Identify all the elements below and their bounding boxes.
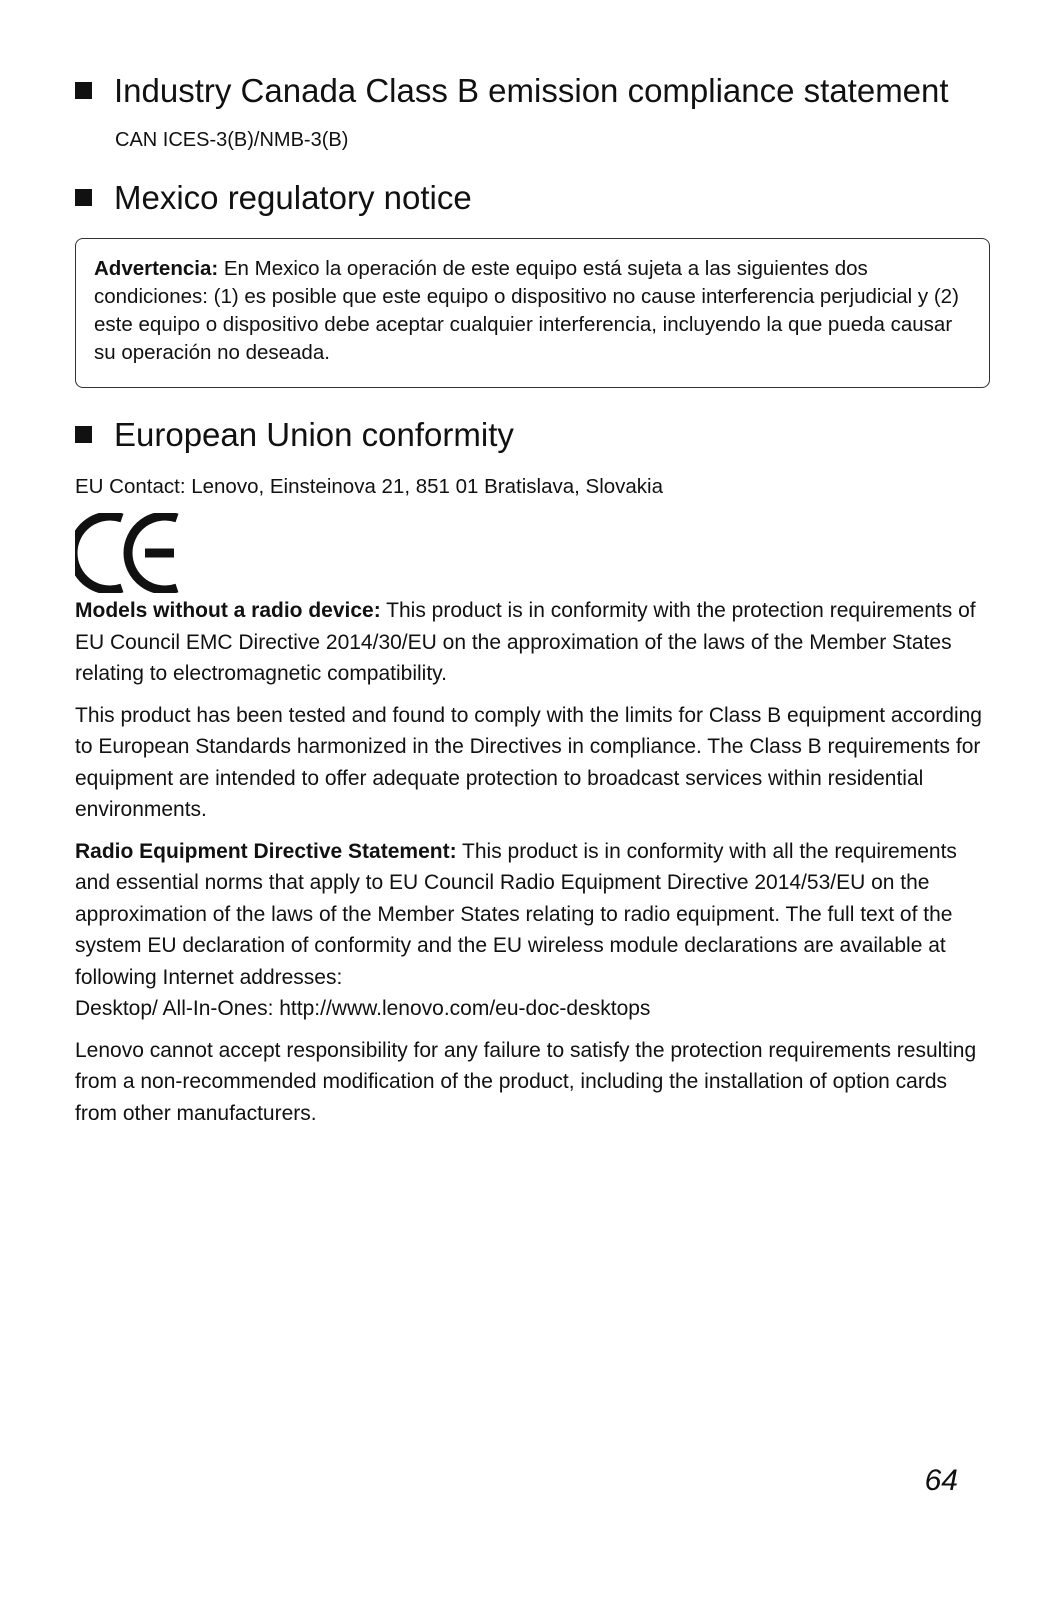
square-bullet-icon (75, 82, 92, 99)
square-bullet-icon (75, 426, 92, 443)
ce-mark-icon (75, 513, 185, 593)
responsibility-paragraph: Lenovo cannot accept responsibility for any failure to satisfy the protection requirements resulting from a non-recommended modification of the product, including the installation of option cards from other manufacturers. (75, 1038, 977, 1125)
square-bullet-icon (75, 189, 92, 206)
radio-paragraph (75, 836, 990, 1025)
radio-label: Radio Equipment Directive Statement: (75, 839, 457, 863)
tested-paragraph: This product has been tested and found to comply with the limits for Class B equipment according to European Standards harmonized in the Directives in compliance. The Class B requirements for equipment are intended to offer adequate protection to broadcast services within residential environments. (75, 703, 982, 821)
models-text: This product is in conformity with the protection requirements of EU Council EMC Directive 2014/30/EU on the approximation of the laws of the Member States relating to electromagnetic compatibility. (75, 599, 976, 685)
eu-heading-text: European Union conformity (114, 416, 514, 453)
document-page (75, 68, 990, 1129)
canada-compliance-code: CAN ICES-3(B)/NMB-3(B) (115, 129, 349, 151)
notice-label: Advertencia: (94, 257, 219, 280)
radio-url-line: Desktop/ All-In-Ones: http://www.lenovo.com/eu-doc-desktops (75, 997, 651, 1020)
mexico-heading (75, 175, 990, 220)
mexico-notice-box (75, 238, 990, 388)
models-paragraph (75, 595, 990, 690)
radio-text: This product is in conformity with all the requirements and essential norms that apply to EU Council Radio Equipment Directive 2014/53/EU on the approximation of the laws of the Member States relating to radio equipment. The full text of the system EU declaration of conformity and the EU wireless module declarations are available at following Internet addresses: (75, 839, 957, 989)
canada-heading (75, 68, 990, 113)
notice-text: En Mexico la operación de este equipo está sujeta a las siguientes dos condiciones: (1) es posible que este equipo o dispositivo no cause interferencia perjudicial y (2) este equipo o dispositivo debe aceptar cualquier interferencia, incluyendo la que pueda causar su operación no deseada. (94, 257, 959, 364)
mexico-heading-text: Mexico regulatory notice (114, 179, 472, 216)
ce-mark-logo (75, 513, 990, 593)
eu-heading (75, 412, 990, 457)
canada-heading-text: Industry Canada Class B emission compliance statement (114, 72, 949, 109)
page-number: 64 (924, 1464, 958, 1497)
eu-contact: EU Contact: Lenovo, Einsteinova 21, 851 01 Bratislava, Slovakia (75, 475, 664, 498)
models-label: Models without a radio device: (75, 599, 381, 622)
